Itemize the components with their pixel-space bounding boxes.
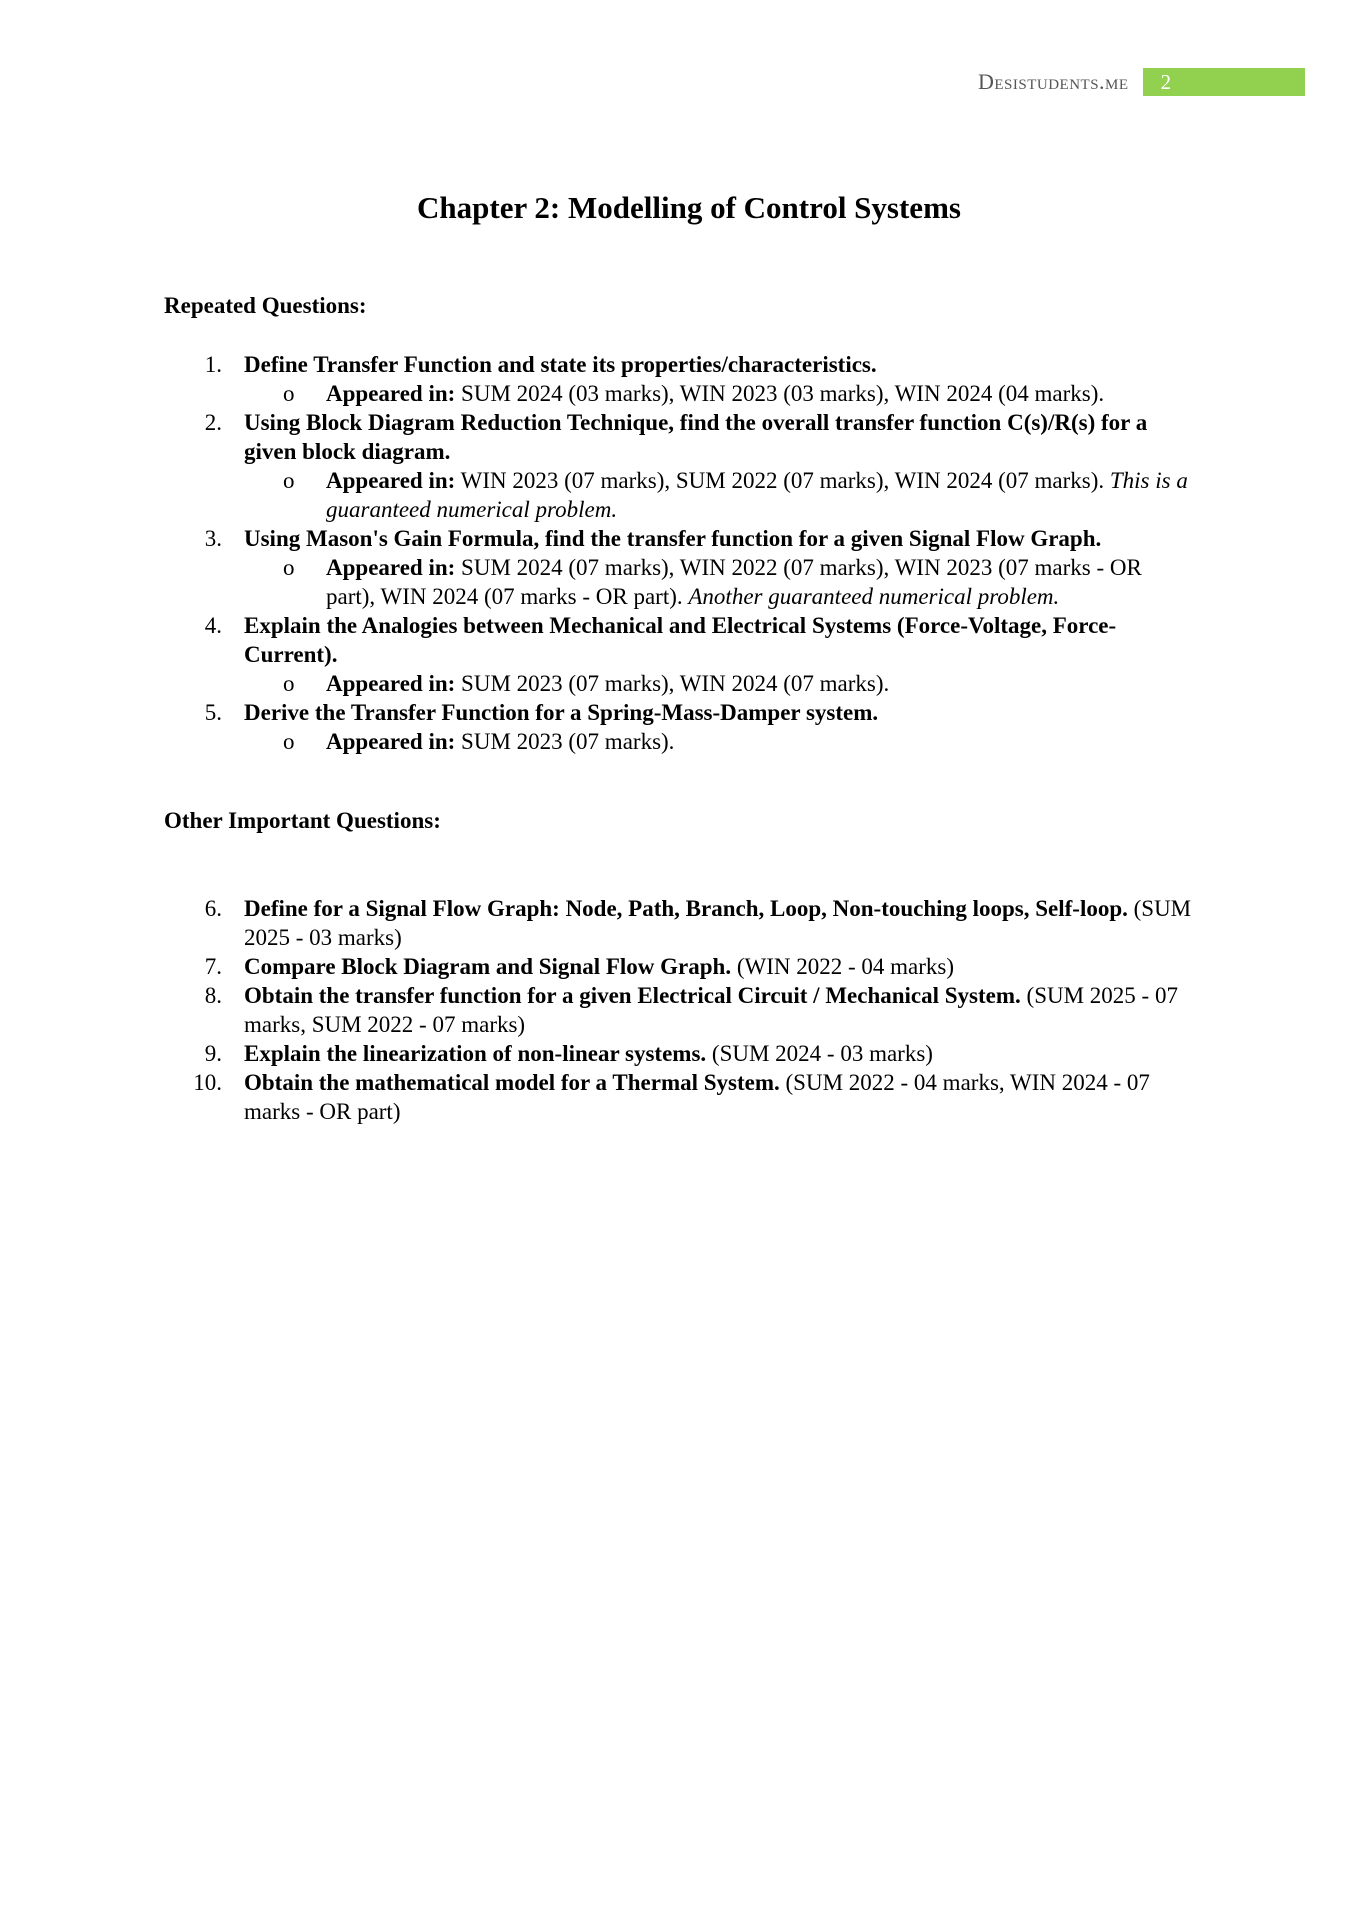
- question-item: [196, 981, 1196, 1039]
- question-number: 6.: [204, 896, 222, 921]
- question-text: Obtain the transfer function for a given Electrical Circuit / Mechanical System.: [244, 983, 1021, 1008]
- question-text: Obtain the mathematical model for a Thermal System.: [244, 1070, 780, 1095]
- question-note: This is a guaranteed numerical problem.: [326, 468, 1188, 522]
- appeared-label: Appeared in:: [326, 729, 456, 754]
- appeared-details: SUM 2023 (07 marks).: [461, 729, 675, 754]
- bullet-marker: o: [283, 381, 295, 406]
- question-item: [196, 698, 1196, 756]
- question-text: Explain the linearization of non-linear systems.: [244, 1041, 707, 1066]
- page-header: [978, 68, 1305, 96]
- page-number: 2: [1143, 68, 1305, 96]
- other-questions-list: [193, 894, 1196, 1126]
- question-details: (SUM 2025 - 03 marks): [244, 896, 1192, 950]
- question-number: 5.: [204, 700, 222, 725]
- question-item: [196, 611, 1196, 698]
- question-item: [196, 894, 1196, 952]
- question-item: [196, 524, 1196, 611]
- question-text: Derive the Transfer Function for a Spring-Mass-Damper system.: [244, 700, 879, 725]
- appeared-in-line: [196, 379, 1196, 408]
- question-text: Using Mason's Gain Formula, find the transfer function for a given Signal Flow Graph.: [244, 526, 1102, 551]
- appeared-label: Appeared in:: [326, 468, 456, 493]
- appeared-in-line: [196, 669, 1196, 698]
- appeared-details: SUM 2024 (07 marks), WIN 2022 (07 marks), WIN 2023 (07 marks - OR part), WIN 2024 (07 marks - OR part).: [326, 555, 1142, 609]
- question-number: 9.: [204, 1041, 222, 1066]
- appeared-in-line: [196, 466, 1196, 524]
- appeared-details: SUM 2023 (07 marks), WIN 2024 (07 marks).: [461, 671, 890, 696]
- question-note: Another guaranteed numerical problem.: [688, 584, 1060, 609]
- question-text: Using Block Diagram Reduction Technique, find the overall transfer function C(s)/R(s) for a given block diagram.: [244, 410, 1148, 464]
- appeared-label: Appeared in:: [326, 671, 456, 696]
- question-text: Compare Block Diagram and Signal Flow Graph.: [244, 954, 732, 979]
- other-questions-heading: Other Important Questions:: [164, 808, 441, 833]
- question-item: [196, 1039, 1196, 1068]
- question-item: [196, 350, 1196, 408]
- appeared-in-line: [196, 727, 1196, 756]
- site-name: Desistudents.me: [978, 69, 1129, 94]
- question-item: [193, 1068, 1196, 1126]
- chapter-title: Chapter 2: Modelling of Control Systems: [417, 190, 961, 225]
- question-number: 10.: [193, 1070, 222, 1095]
- question-number: 2.: [204, 410, 222, 435]
- repeated-questions-heading: Repeated Questions:: [164, 293, 367, 318]
- bullet-marker: o: [283, 729, 295, 754]
- appeared-details: SUM 2024 (03 marks), WIN 2023 (03 marks), WIN 2024 (04 marks).: [461, 381, 1105, 406]
- bullet-marker: o: [283, 468, 295, 493]
- question-text: Define Transfer Function and state its properties/characteristics.: [244, 352, 877, 377]
- appeared-in-line: [196, 553, 1196, 611]
- question-number: 3.: [204, 526, 222, 551]
- question-number: 4.: [204, 613, 222, 638]
- question-number: 1.: [204, 352, 222, 377]
- question-details: (WIN 2022 - 04 marks): [736, 954, 955, 979]
- appeared-details: WIN 2023 (07 marks), SUM 2022 (07 marks), WIN 2024 (07 marks).: [460, 468, 1105, 493]
- question-details: (SUM 2024 - 03 marks): [711, 1041, 933, 1066]
- repeated-questions-list: [196, 350, 1196, 756]
- question-details: (SUM 2025 - 07 marks, SUM 2022 - 07 marks): [244, 983, 1178, 1037]
- question-number: 8.: [204, 983, 222, 1008]
- question-text: Explain the Analogies between Mechanical and Electrical Systems (Force-Voltage, Force-Current).: [244, 613, 1117, 667]
- appeared-label: Appeared in:: [326, 381, 456, 406]
- question-details: (SUM 2022 - 04 marks, WIN 2024 - 07 marks - OR part): [244, 1070, 1150, 1124]
- question-item: [196, 952, 1196, 981]
- question-number: 7.: [204, 954, 222, 979]
- question-text: Define for a Signal Flow Graph: Node, Path, Branch, Loop, Non-touching loops, Self-loop.: [244, 896, 1128, 921]
- question-item: [196, 408, 1196, 524]
- appeared-label: Appeared in:: [326, 555, 456, 580]
- bullet-marker: o: [283, 671, 295, 696]
- bullet-marker: o: [283, 555, 295, 580]
